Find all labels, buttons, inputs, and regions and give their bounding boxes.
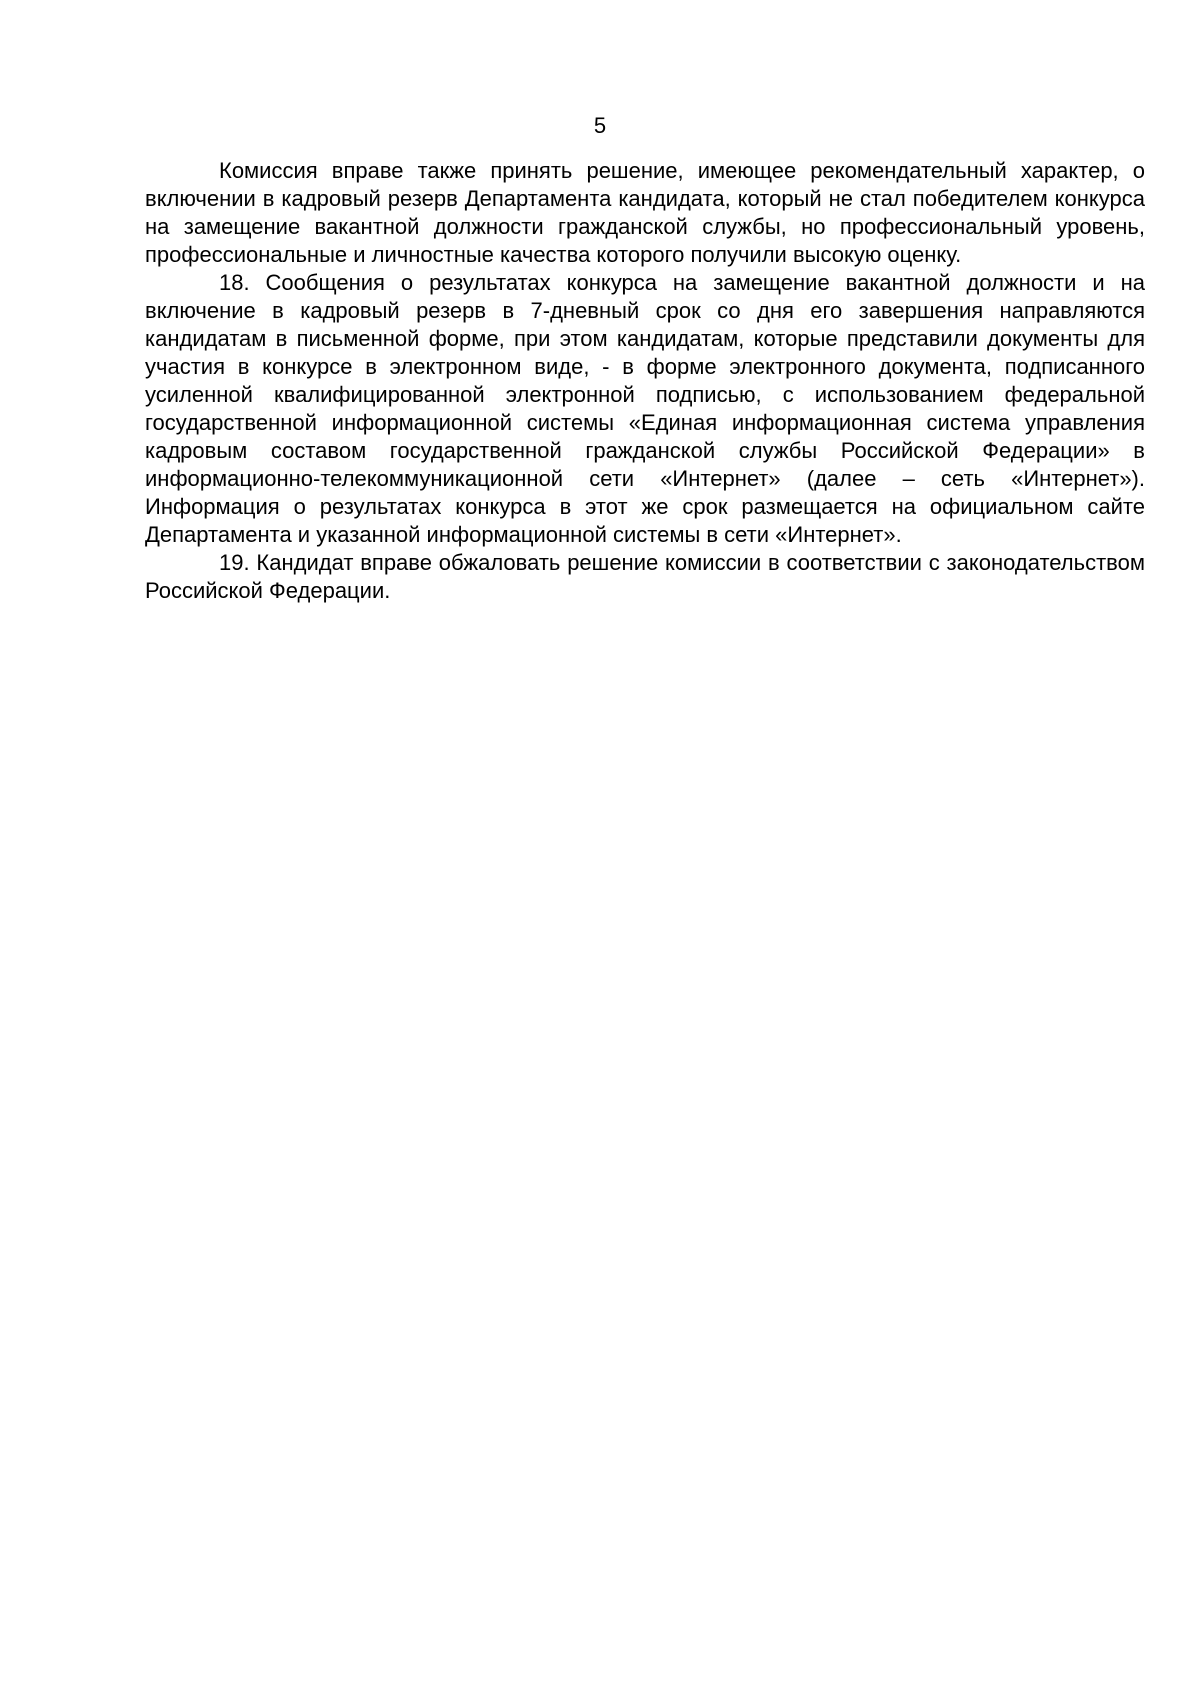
paragraph-18-results-notification: 18. Сообщения о результатах конкурса на замещение вакантной должности и на включение в кадровый резерв в 7-дневный срок со дня его завершения направляются кандидатам в письменной форме, при этом кандидатам, которые представили документы для участия в конкурсе в электронном виде, - в форме электронного документа, подписанного усиленной квалифицированной электронной подписью, с использованием федеральной государственной информационной системы «Единая информационная система управления кадровым составом государственной гражданской службы Российской Федерации» в информационно-телекоммуникационной сети «Интернет» (далее – сеть «Интернет»). Информация о результатах конкурса в этот же срок размещается на официальном сайте Департамента и указанной информационной системы в сети «Интернет».	[145, 270, 1145, 547]
paragraph-19-appeal-right: 19. Кандидат вправе обжаловать решение комиссии в соответствии с законодательством Российской Федерации.	[145, 550, 1145, 603]
document-body	[145, 157, 1145, 605]
page-number: 5	[593, 113, 607, 138]
paragraph-commission-recommendation: Комиссия вправе также принять решение, имеющее рекомендательный характер, о включении в кадровый резерв Департамента кандидата, который не стал победителем конкурса на замещение вакантной должности гражданской службы, но профессиональный уровень, профессиональные и личностные качества которого получили высокую оценку.	[145, 158, 1145, 267]
